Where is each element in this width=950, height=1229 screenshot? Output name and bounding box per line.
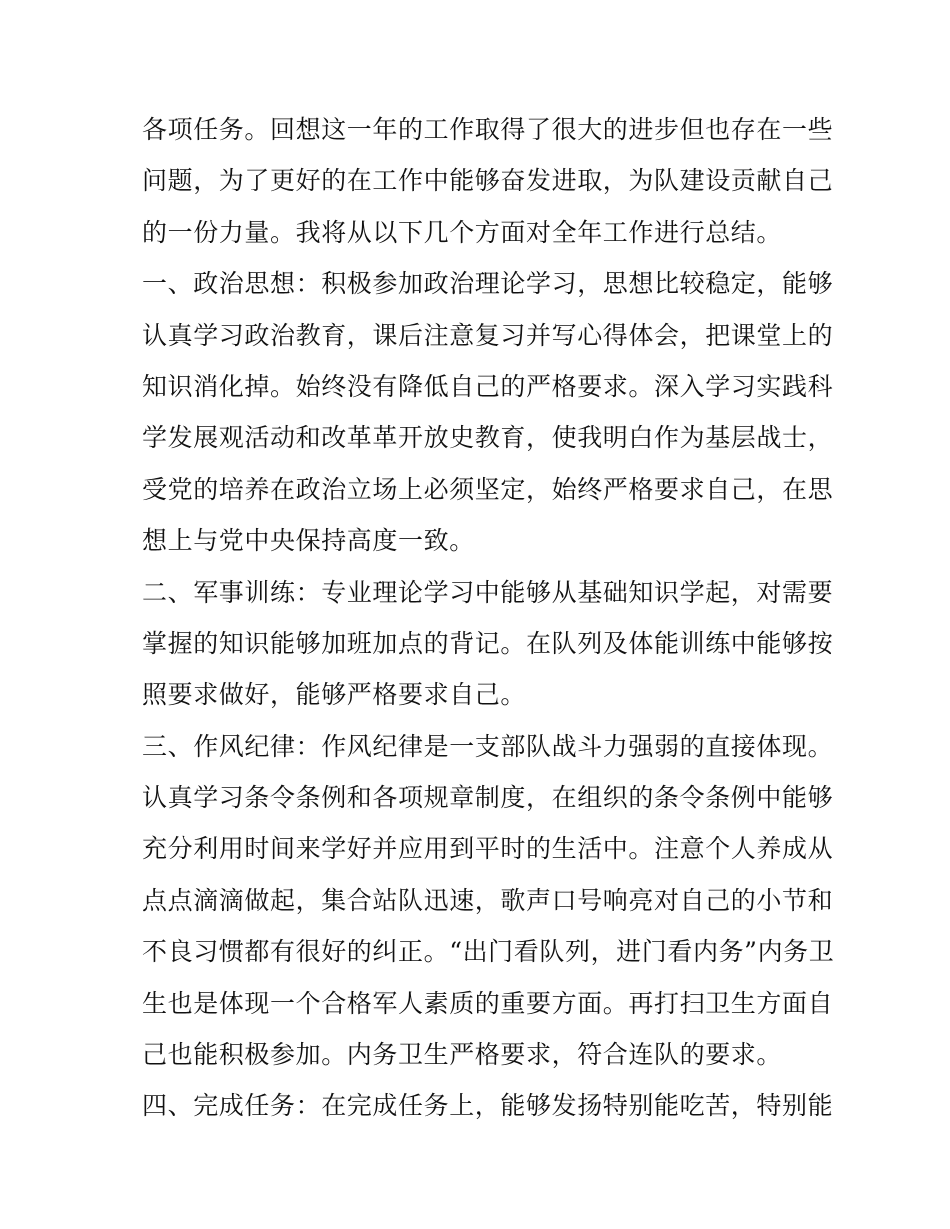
- text-line: 认真学习条令条例和各项规章制度，在组织的条令条例中能够: [142, 783, 834, 813]
- text-line: 点点滴滴做起，集合站队迅速，歌声口号响亮对自己的小节和: [142, 885, 834, 915]
- text-line: 二、军事训练：专业理论学习中能够从基础知识学起，对需要: [142, 577, 834, 607]
- text-line: 四、完成任务：在完成任务上，能够发扬特别能吃苦，特别能: [142, 1091, 834, 1121]
- text-line: 充分利用时间来学好并应用到平时的生活中。注意个人养成从: [142, 834, 834, 864]
- document-body: [142, 104, 835, 1132]
- text-line: 问题，为了更好的在工作中能够奋发进取，为队建设贡献自己: [142, 166, 834, 196]
- text-line: 一、政治思想：积极参加政治理论学习，思想比较稳定，能够: [142, 269, 834, 299]
- text-line: 不良习惯都有很好的纠正。“出门看队列，进门看内务”内务卫: [142, 937, 835, 967]
- text-line: 各项任务。回想这一年的工作取得了很大的进步但也存在一些: [142, 115, 834, 144]
- text-line: 掌握的知识能够加班加点的背记。在队列及体能训练中能够按: [142, 628, 834, 658]
- text-line: 三、作风纪律：作风纪律是一支部队战斗力强弱的直接体现。: [142, 731, 834, 761]
- text-line: 学发展观活动和改革革开放史教育，使我明白作为基层战士，: [142, 423, 834, 453]
- text-line: 受党的培养在政治立场上必须坚定，始终严格要求自己，在思: [142, 474, 834, 504]
- text-line: 认真学习政治教育，课后注意复习并写心得体会，把课堂上的: [142, 320, 834, 350]
- text-line: 生也是体现一个合格军人素质的重要方面。再打扫卫生方面自: [142, 988, 834, 1018]
- text-line: 的一份力量。我将从以下几个方面对全年工作进行总结。: [142, 217, 783, 247]
- text-line: 照要求做好，能够严格要求自己。: [142, 680, 527, 710]
- text-line: 知识消化掉。始终没有降低自己的严格要求。深入学习实践科: [142, 371, 834, 401]
- text-line: 想上与党中央保持高度一致。: [142, 526, 475, 556]
- text-line: 己也能积极参加。内务卫生严格要求，符合连队的要求。: [142, 1040, 783, 1070]
